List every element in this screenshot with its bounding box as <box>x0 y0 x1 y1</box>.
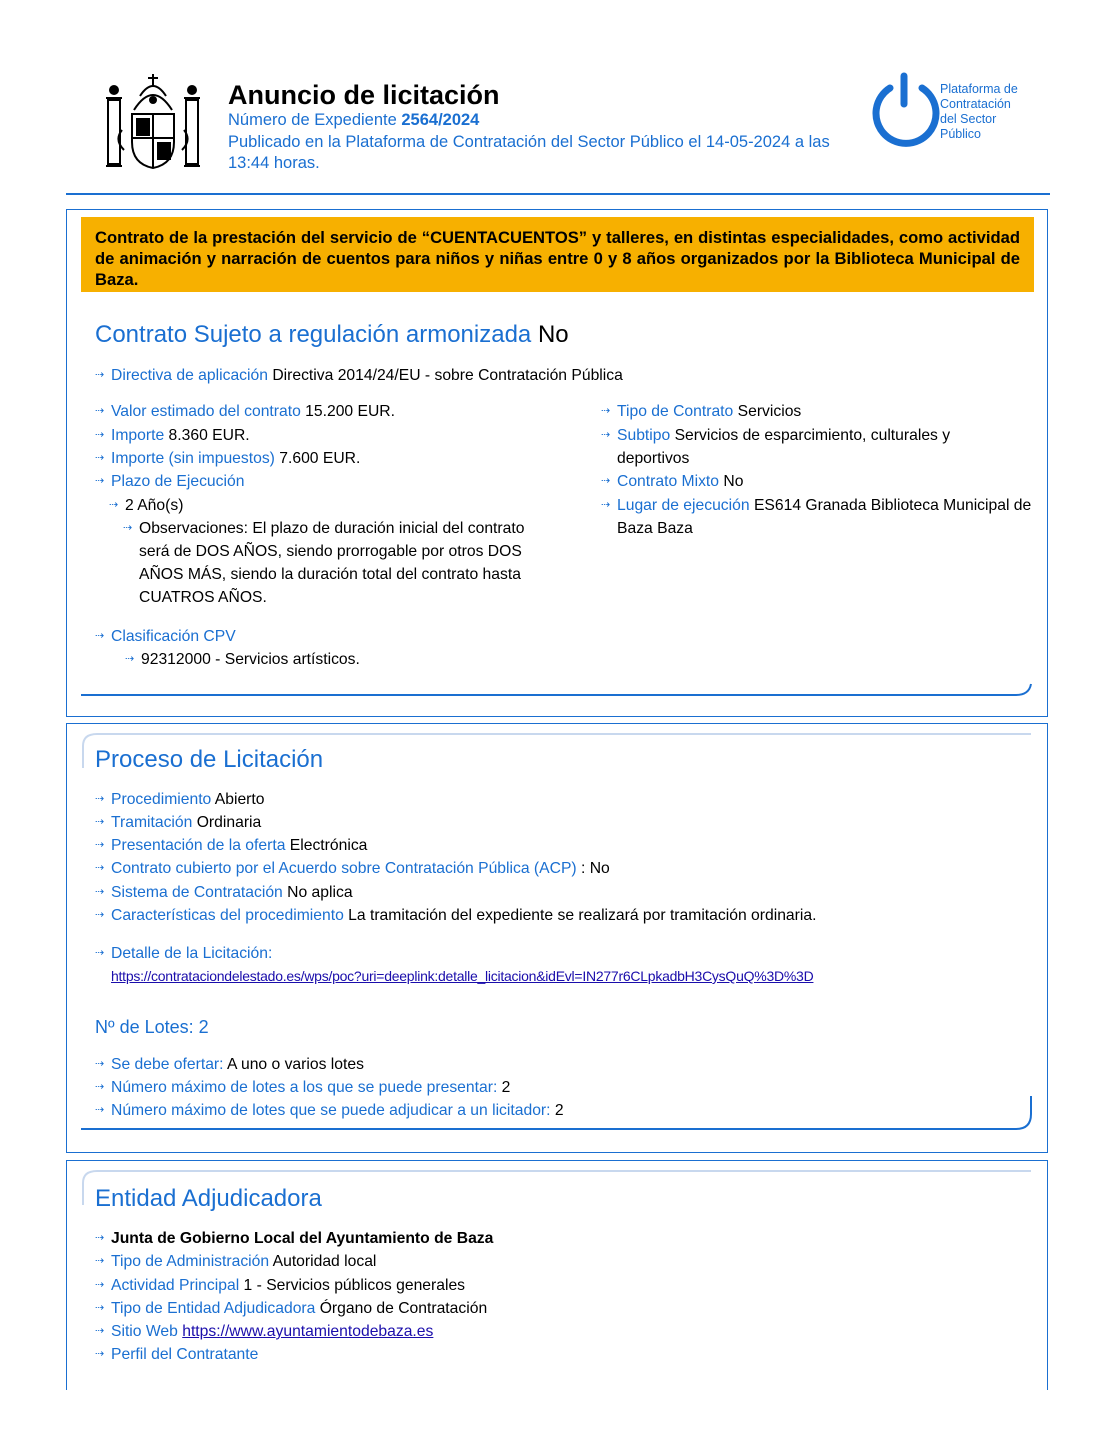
cpv-row <box>95 625 236 648</box>
tramitacion-row <box>95 811 261 834</box>
header-divider <box>66 193 1050 195</box>
sara-heading <box>95 321 569 349</box>
platform-logo-line: del Sector <box>940 112 997 126</box>
max-adjudicar-value: 2 <box>554 1102 564 1119</box>
contract-object-banner: Contrato de la prestación del servicio de “CUENTACUENTOS” y talleres, en distintas especialidades, como actividad de animación y narración de cuentos para niños y niñas entre 0 y 8 años organizados por la Biblioteca Municipal de Baza. <box>81 217 1034 292</box>
subtipo-row <box>601 424 1021 470</box>
observaciones-text: Observaciones: El plazo de duración inicial del contrato será de DOS AÑOS, siendo prorrogable por otros DOS AÑOS MÁS, siendo la duración total del contrato hasta CUATROS AÑOS. <box>139 520 525 606</box>
lugar-label: Lugar de ejecución <box>617 497 750 514</box>
perfil-row <box>95 1343 258 1366</box>
tramitacion-label: Tramitación <box>111 814 193 831</box>
sistema-value: No aplica <box>287 884 353 901</box>
acp-row <box>95 857 610 880</box>
cpv-value-row <box>125 648 360 671</box>
entidad-nombre-row <box>95 1227 493 1250</box>
entidad-nombre: Junta de Gobierno Local del Ayuntamiento de Baza <box>111 1230 494 1247</box>
directiva-value: Directiva 2014/24/EU - sobre Contratación Pública <box>272 367 623 384</box>
sistema-label: Sistema de Contratación <box>111 884 283 901</box>
tipo-value: Servicios <box>737 403 802 420</box>
mixto-value: No <box>723 473 744 490</box>
tipo-admin-row <box>95 1250 376 1273</box>
plazo-label: Plazo de Ejecución <box>111 473 245 490</box>
sara-label: Contrato Sujeto a regulación armonizada <box>95 321 532 348</box>
arrow-icon: ⇢ <box>95 1302 104 1315</box>
ofertar-value: A uno o varios lotes <box>227 1056 364 1073</box>
procedimiento-value: Abierto <box>214 791 265 808</box>
entidad-section <box>66 1160 1048 1390</box>
subtipo-value: Servicios de esparcimiento, culturales y deportivos <box>617 427 951 467</box>
arrow-icon: ⇢ <box>95 1232 104 1245</box>
arrow-icon: ⇢ <box>601 475 610 488</box>
arrow-icon: ⇢ <box>95 909 104 922</box>
max-presentar-value: 2 <box>501 1079 511 1096</box>
tramitacion-value: Ordinaria <box>196 814 262 831</box>
importe-row <box>95 424 250 447</box>
max-adjudicar-label: Número máximo de lotes que se puede adjudicar a un licitador: <box>111 1102 551 1119</box>
expediente-number <box>228 111 479 130</box>
acp-label: Contrato cubierto por el Acuerdo sobre Contratación Pública (ACP) <box>111 860 577 877</box>
caracteristicas-label: Características del procedimiento <box>111 907 344 924</box>
arrow-icon: ⇢ <box>95 369 104 382</box>
arrow-icon: ⇢ <box>95 1081 104 1094</box>
tipo-entidad-value: Órgano de Contratación <box>319 1300 488 1317</box>
arrow-icon: ⇢ <box>109 499 118 512</box>
lotes-title: Nº de Lotes: 2 <box>95 1017 209 1037</box>
platform-logo-line: Contratación <box>940 97 1011 111</box>
mixto-label: Contrato Mixto <box>617 473 720 490</box>
cpv-value: 92312000 - Servicios artísticos. <box>141 651 360 668</box>
plazo-row <box>95 470 244 493</box>
tipo-entidad-row <box>95 1297 487 1320</box>
arrow-icon: ⇢ <box>95 405 104 418</box>
arrow-icon: ⇢ <box>95 1279 104 1292</box>
lugar-value: ES614 Granada Biblioteca Municipal de Baza Baza <box>617 497 1032 537</box>
entidad-title: Entidad Adjudicadora <box>95 1185 322 1212</box>
platform-logo-text <box>940 82 1050 142</box>
plazo-value-row <box>109 494 183 517</box>
detalle-label: Detalle de la Licitación: <box>111 945 273 962</box>
sistema-row <box>95 881 353 904</box>
tipo-label: Tipo de Contrato <box>617 403 734 420</box>
arrow-icon: ⇢ <box>95 1255 104 1268</box>
document-header <box>0 0 1116 200</box>
valor-label: Valor estimado del contrato <box>111 403 301 420</box>
arrow-icon: ⇢ <box>123 522 132 534</box>
importe-value: 8.360 EUR. <box>168 427 250 444</box>
arrow-icon: ⇢ <box>95 429 104 442</box>
proceso-title: Proceso de Licitación <box>95 746 324 773</box>
valor-row <box>95 400 395 423</box>
importe-sin-label: Importe (sin impuestos) <box>111 450 275 467</box>
detalle-link[interactable]: https://contrataciondelestado.es/wps/poc?uri=deeplink:detalle_licitacion&idEvl=IN277r6CLpkadbH3CysQuQ%3D%3D <box>111 968 814 984</box>
presentacion-row <box>95 834 367 857</box>
acp-value: : No <box>581 860 610 877</box>
arrow-icon: ⇢ <box>95 862 104 875</box>
web-row <box>95 1320 433 1343</box>
cpv-label: Clasificación CPV <box>111 628 236 645</box>
arrow-icon: ⇢ <box>95 1058 104 1071</box>
expediente-value: 2564/2024 <box>401 111 480 129</box>
publication-info: Publicado en la Plataforma de Contratación del Sector Público el 14-05-2024 a las 13:44 horas. <box>228 133 830 172</box>
subtipo-label: Subtipo <box>617 427 671 444</box>
sara-value: No <box>537 321 569 348</box>
actividad-row <box>95 1274 465 1297</box>
procedimiento-label: Procedimiento <box>111 791 212 808</box>
caracteristicas-value: La tramitación del expediente se realizará por tramitación ordinaria. <box>348 907 817 924</box>
detalle-row <box>95 942 272 965</box>
arrow-icon: ⇢ <box>95 630 104 643</box>
arrow-icon: ⇢ <box>601 405 610 418</box>
arrow-icon: ⇢ <box>95 475 104 488</box>
arrow-icon: ⇢ <box>601 429 610 441</box>
directiva-row <box>95 364 623 387</box>
plazo-value: 2 Año(s) <box>125 497 184 514</box>
coat-of-arms-logo <box>104 70 202 174</box>
arrow-icon: ⇢ <box>95 886 104 899</box>
procedimiento-row <box>95 788 265 811</box>
lugar-row <box>601 494 1041 540</box>
detalle-link-row <box>111 965 813 988</box>
ofertar-row <box>95 1053 364 1076</box>
contract-section <box>66 209 1048 717</box>
arrow-icon: ⇢ <box>95 1348 104 1361</box>
arrow-icon: ⇢ <box>125 653 134 666</box>
caracteristicas-row <box>95 904 816 927</box>
presentacion-value: Electrónica <box>289 837 368 854</box>
importe-sin-row <box>95 447 360 470</box>
arrow-icon: ⇢ <box>95 1325 104 1338</box>
mixto-row <box>601 470 743 493</box>
expediente-label: Número de Expediente <box>228 111 402 129</box>
ofertar-label: Se debe ofertar: <box>111 1056 224 1073</box>
valor-value: 15.200 EUR. <box>305 403 395 420</box>
tipo-entidad-label: Tipo de Entidad Adjudicadora <box>111 1300 316 1317</box>
arrow-icon: ⇢ <box>95 452 104 465</box>
arrow-icon: ⇢ <box>95 1104 104 1117</box>
tipo-admin-value: Autoridad local <box>272 1253 377 1270</box>
web-link[interactable]: https://www.ayuntamientodebaza.es <box>182 1323 434 1340</box>
actividad-value: 1 - Servicios públicos generales <box>243 1277 466 1294</box>
section-divider-curve <box>81 680 1033 700</box>
presentacion-label: Presentación de la oferta <box>111 837 286 854</box>
power-icon <box>866 72 946 148</box>
directiva-label: Directiva de aplicación <box>111 367 268 384</box>
tipo-admin-label: Tipo de Administración <box>111 1253 270 1270</box>
page-title: Anuncio de licitación <box>228 80 500 110</box>
web-label: Sitio Web <box>111 1323 178 1340</box>
arrow-icon: ⇢ <box>95 793 104 806</box>
max-presentar-label: Número máximo de lotes a los que se puede presentar: <box>111 1079 498 1096</box>
arrow-icon: ⇢ <box>95 839 104 852</box>
perfil-label: Perfil del Contratante <box>111 1346 259 1363</box>
importe-label: Importe <box>111 427 165 444</box>
observaciones-row <box>123 517 533 609</box>
arrow-icon: ⇢ <box>601 499 610 511</box>
tipo-row <box>601 400 801 423</box>
proceso-section <box>66 723 1048 1153</box>
platform-logo-line: Plataforma de <box>940 82 1018 96</box>
importe-sin-value: 7.600 EUR. <box>279 450 361 467</box>
actividad-label: Actividad Principal <box>111 1277 240 1294</box>
arrow-icon: ⇢ <box>95 816 104 829</box>
platform-logo-line: Público <box>940 127 981 141</box>
section-divider-curve <box>81 1094 1033 1134</box>
arrow-icon: ⇢ <box>95 947 104 960</box>
